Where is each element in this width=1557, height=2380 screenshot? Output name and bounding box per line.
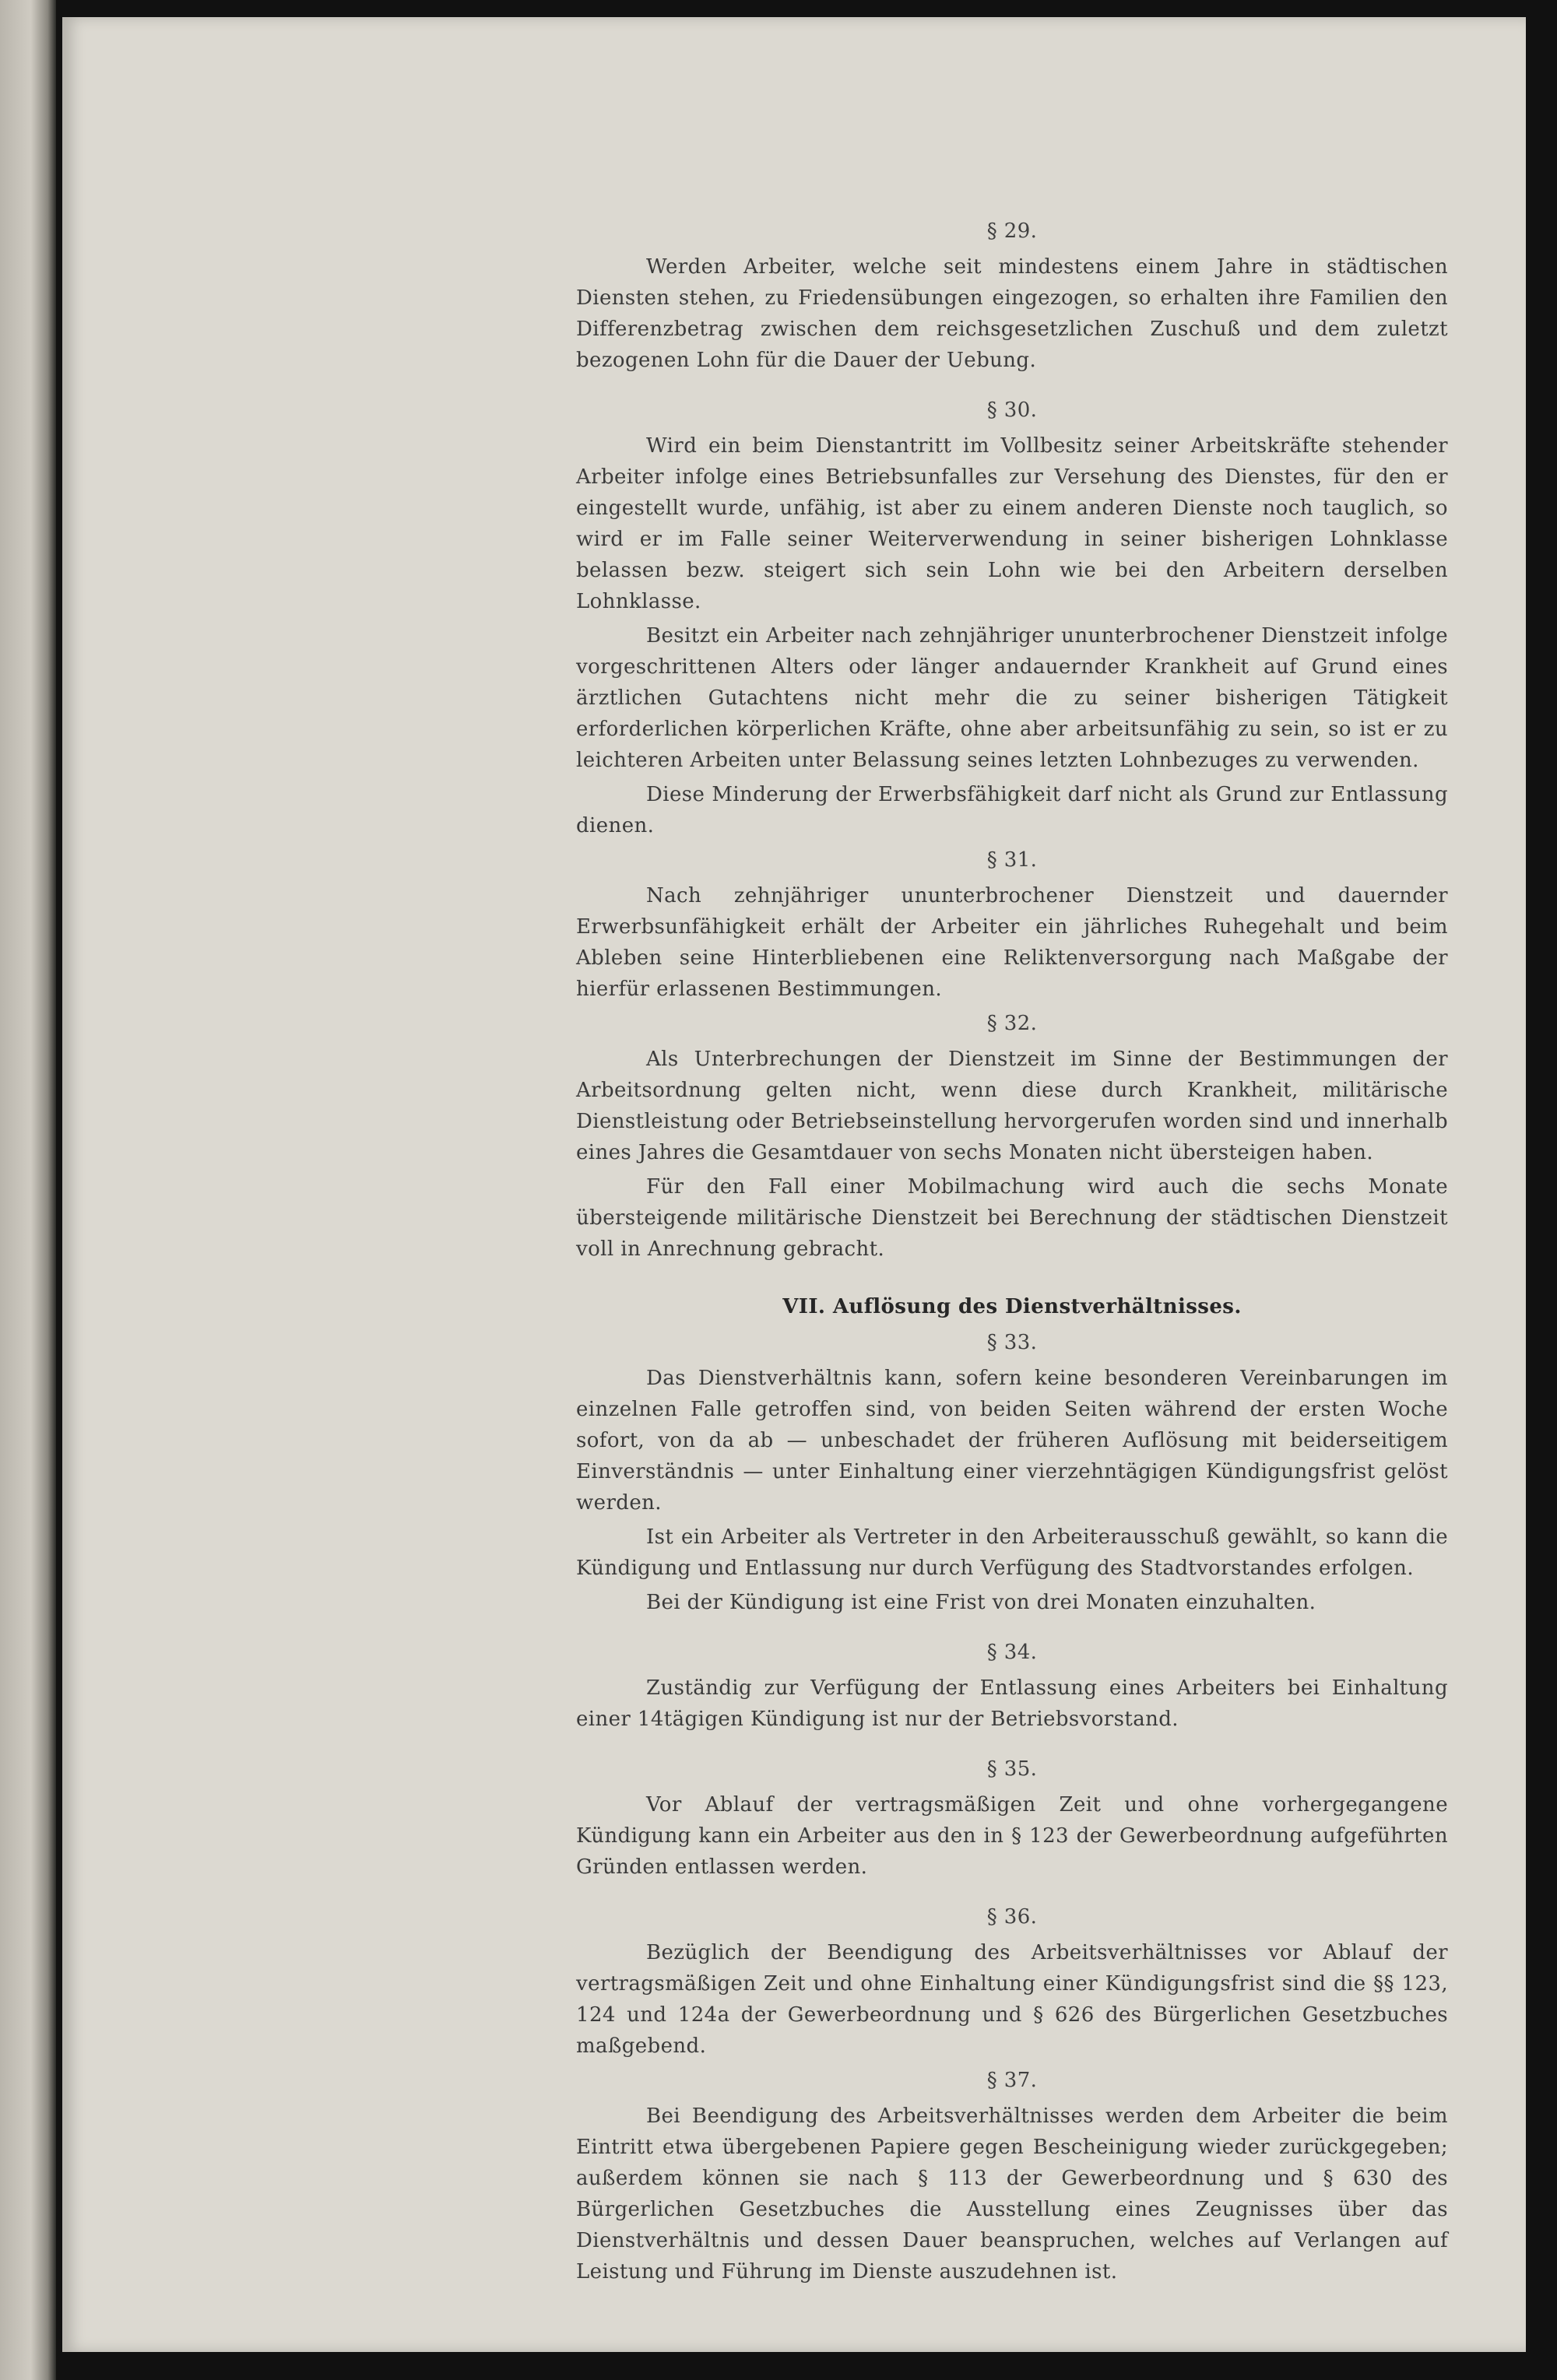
paragraph: Zuständig zur Verfügung der Entlassung eines Arbeiters bei Einhaltung einer 14tägigen Kündigung ist nur der Betriebsvorstand. xyxy=(576,1676,1448,1731)
section-number: § 31. xyxy=(986,848,1038,872)
paragraph: Werden Arbeiter, welche seit mindestens einem Jahre in städtischen Diensten stehen, zu Friedensübungen eingezogen, so erhalten ihre Familien den Differenzbetrag zwischen dem reichsgesetzlichen Zuschuß und dem zuletzt bezogenen Lohn für die Dauer der Uebung. xyxy=(576,255,1448,372)
paragraph: Als Unterbrechungen der Dienstzeit im Sinne der Bestimmungen der Arbeitsordnung gelten nicht, wenn diese durch Krankheit, militärische Dienstleistung oder Betriebseinstellung hervorgerufen worden sind und innerhalb eines Jahres die Gesamtdauer von sechs Monaten nicht übersteigen haben. xyxy=(576,1048,1448,1164)
section-number: § 35. xyxy=(986,1757,1038,1781)
previous-page-edge xyxy=(0,0,56,2380)
section-number: § 33. xyxy=(986,1331,1038,1354)
paragraph: Nach zehnjähriger ununterbrochener Dienstzeit und dauernder Erwerbsunfähigkeit erhält der Arbeiter ein jährliches Ruhegehalt und beim Ableben seine Hinterbliebenen eine Reliktenversorgung nach Maßgabe der hierfür erlassenen Bestimmungen. xyxy=(576,884,1448,1001)
document-page xyxy=(62,17,1526,2352)
section-number: § 34. xyxy=(986,1641,1038,1664)
paragraph: Vor Ablauf der vertragsmäßigen Zeit und ohne vorhergegangene Kündigung kann ein Arbeiter aus den in § 123 der Gewerbeordnung aufgeführten Gründen entlassen werden. xyxy=(576,1793,1448,1879)
section-number: § 32. xyxy=(986,1012,1038,1035)
section-number: § 36. xyxy=(986,1905,1038,1929)
chapter-heading: VII. Auflösung des Dienstverhältnisses. xyxy=(782,1295,1242,1318)
paragraph: Ist ein Arbeiter als Vertreter in den Arbeiterausschuß gewählt, so kann die Kündigung und Entlassung nur durch Verfügung des Stadtvorstandes erfolgen. xyxy=(576,1525,1448,1580)
section-number: § 29. xyxy=(986,219,1038,243)
paragraph: Bei der Kündigung ist eine Frist von drei Monaten einzuhalten. xyxy=(646,1591,1316,1614)
section-number: § 30. xyxy=(986,398,1038,422)
paragraph: Für den Fall einer Mobilmachung wird auch die sechs Monate übersteigende militärische Dienstzeit bei Berechnung der städtischen Dienstzeit voll in Anrechnung gebracht. xyxy=(576,1175,1448,1261)
paragraph: Bei Beendigung des Arbeitsverhältnisses werden dem Arbeiter die beim Eintritt etwa übergebenen Papiere gegen Bescheinigung wieder zurückgegeben; außerdem können sie nach § 113 der Gewerbeordnung und § 630 des Bürgerlichen Gesetzbuches die Ausstellung eines Zeugnisses über das Dienstverhältnis und dessen Dauer beanspruchen, welches auf Verlangen auf Leistung und Führung im Dienste auszudehnen ist. xyxy=(576,2104,1448,2283)
section-number: § 37. xyxy=(986,2069,1038,2092)
paragraph: Das Dienstverhältnis kann, sofern keine besonderen Vereinbarungen im einzelnen Falle getroffen sind, von beiden Seiten während der ersten Woche sofort, von da ab — unbeschadet der früheren Auflösung mit beiderseitigem Einverständnis — unter Einhaltung einer vierzehntägigen Kündigungsfrist gelöst werden. xyxy=(576,1367,1448,1515)
paragraph: Diese Minderung der Erwerbsfähigkeit darf nicht als Grund zur Entlassung dienen. xyxy=(576,783,1448,837)
paragraph: Bezüglich der Beendigung des Arbeitsverhältnisses vor Ablauf der vertragsmäßigen Zeit und ohne Einhaltung einer Kündigungsfrist sind die §§ 123, 124 und 124a der Gewerbeordnung und § 626 des Bürgerlichen Gesetzbuches maßgebend. xyxy=(576,1941,1448,2058)
paragraph: Besitzt ein Arbeiter nach zehnjähriger ununterbrochener Dienstzeit infolge vorgeschrittenen Alters oder länger andauernder Krankheit auf Grund eines ärztlichen Gutachtens nicht mehr die zu seiner bisherigen Tätigkeit erforderlichen körperlichen Kräfte, ohne aber arbeitsunfähig zu sein, so ist er zu leichteren Arbeiten unter Belassung seines letzten Lohnbezuges zu verwenden. xyxy=(576,624,1448,772)
paragraph: Wird ein beim Dienstantritt im Vollbesitz seiner Arbeitskräfte stehender Arbeiter infolge eines Betriebsunfalles zur Versehung des Dienstes, für den er eingestellt wurde, unfähig, ist aber zu einem anderen Dienste noch tauglich, so wird er im Falle seiner Weiterverwendung in seiner bisherigen Lohnklasse belassen bezw. steigert sich sein Lohn wie bei den Arbeitern derselben Lohnklasse. xyxy=(576,434,1448,613)
page-body xyxy=(576,216,1448,2290)
